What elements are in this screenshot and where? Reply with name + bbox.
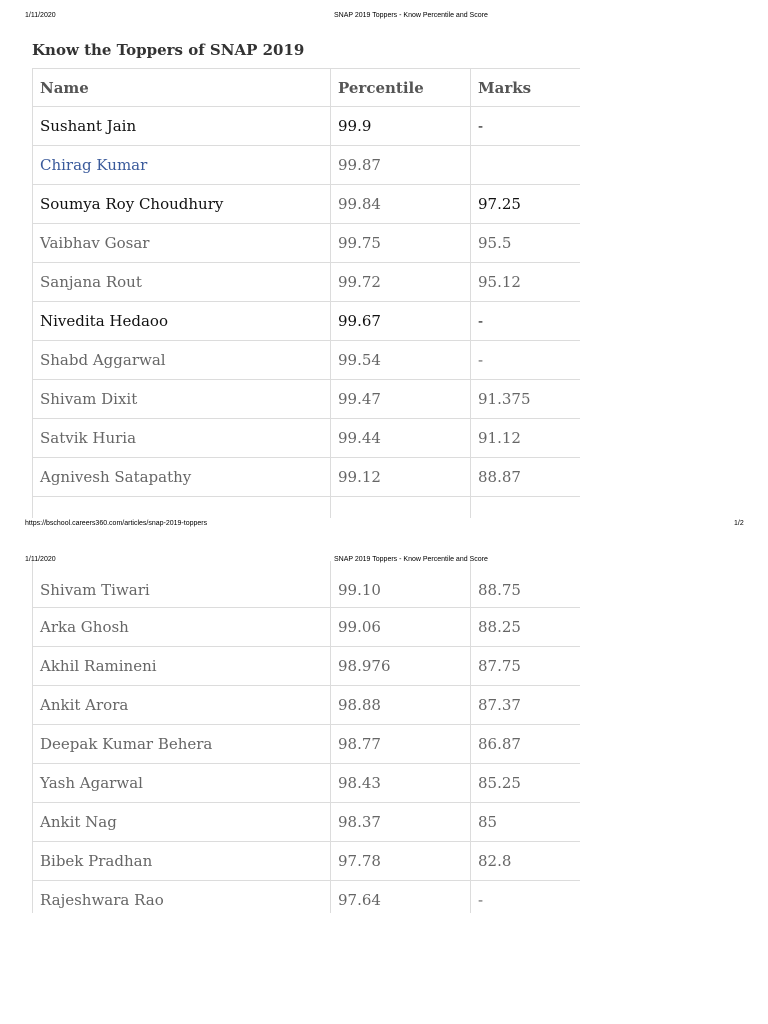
name-cell: Soumya Roy Choudhury xyxy=(33,185,331,224)
name-cell: Akhil Ramineni xyxy=(33,647,331,686)
column-header-percentile: Percentile xyxy=(331,69,471,107)
marks-cell: - xyxy=(471,881,581,914)
table-row xyxy=(33,146,581,185)
print-date: 1/11/2020 xyxy=(25,12,56,19)
table-row xyxy=(33,263,581,302)
empty-cell xyxy=(331,497,471,519)
empty-cell xyxy=(33,497,331,519)
table-row xyxy=(33,842,581,881)
name-cell: Sanjana Rout xyxy=(33,263,331,302)
table-row xyxy=(33,647,581,686)
table-row xyxy=(33,419,581,458)
marks-cell: 95.12 xyxy=(471,263,581,302)
table-row xyxy=(33,764,581,803)
percentile-cell: 98.77 xyxy=(331,725,471,764)
table-row xyxy=(33,185,581,224)
marks-cell: 87.75 xyxy=(471,647,581,686)
name-cell: Deepak Kumar Behera xyxy=(33,725,331,764)
percentile-cell: 98.37 xyxy=(331,803,471,842)
marks-cell: 88.75 xyxy=(471,561,581,608)
percentile-cell: 99.06 xyxy=(331,608,471,647)
name-cell: Arka Ghosh xyxy=(33,608,331,647)
percentile-cell: 99.47 xyxy=(331,380,471,419)
toppers-table-page-1 xyxy=(32,68,580,518)
toppers-table-page-2 xyxy=(32,561,580,913)
percentile-cell: 99.67 xyxy=(331,302,471,341)
table-header-row xyxy=(33,69,581,107)
marks-cell: - xyxy=(471,341,581,380)
name-cell: Ankit Arora xyxy=(33,686,331,725)
table-row xyxy=(33,881,581,914)
table-row xyxy=(33,107,581,146)
marks-cell: 85.25 xyxy=(471,764,581,803)
empty-cell xyxy=(471,497,581,519)
table-row xyxy=(33,380,581,419)
percentile-cell: 99.54 xyxy=(331,341,471,380)
marks-cell: 88.87 xyxy=(471,458,581,497)
table-row xyxy=(33,561,581,608)
name-cell: Rajeshwara Rao xyxy=(33,881,331,914)
name-cell: Shivam Dixit xyxy=(33,380,331,419)
percentile-cell: 98.43 xyxy=(331,764,471,803)
page-header xyxy=(0,12,768,24)
table-row xyxy=(33,458,581,497)
marks-cell xyxy=(471,146,581,185)
column-header-marks: Marks xyxy=(471,69,581,107)
table-row xyxy=(33,686,581,725)
table-row xyxy=(33,302,581,341)
marks-cell: 86.87 xyxy=(471,725,581,764)
marks-cell: 97.25 xyxy=(471,185,581,224)
print-title: SNAP 2019 Toppers - Know Percentile and Score xyxy=(334,556,488,563)
source-url: https://bschool.careers360.com/articles/snap-2019-toppers xyxy=(25,520,208,527)
percentile-cell: 99.12 xyxy=(331,458,471,497)
percentile-cell: 99.44 xyxy=(331,419,471,458)
column-header-name: Name xyxy=(33,69,331,107)
percentile-cell: 99.9 xyxy=(331,107,471,146)
marks-cell: 87.37 xyxy=(471,686,581,725)
percentile-cell: 98.976 xyxy=(331,647,471,686)
name-cell: Sushant Jain xyxy=(33,107,331,146)
name-cell: Shabd Aggarwal xyxy=(33,341,331,380)
table-row xyxy=(33,725,581,764)
name-cell: Nivedita Hedaoo xyxy=(33,302,331,341)
marks-cell: 95.5 xyxy=(471,224,581,263)
percentile-cell: 99.87 xyxy=(331,146,471,185)
print-date: 1/11/2020 xyxy=(25,556,56,563)
table-row xyxy=(33,803,581,842)
name-cell: Satvik Huria xyxy=(33,419,331,458)
marks-cell: 88.25 xyxy=(471,608,581,647)
percentile-cell: 99.84 xyxy=(331,185,471,224)
marks-cell: - xyxy=(471,302,581,341)
table-row xyxy=(33,224,581,263)
marks-cell: 91.12 xyxy=(471,419,581,458)
name-cell: Yash Agarwal xyxy=(33,764,331,803)
print-title: SNAP 2019 Toppers - Know Percentile and Score xyxy=(334,12,488,19)
marks-cell: 91.375 xyxy=(471,380,581,419)
marks-cell: 85 xyxy=(471,803,581,842)
page-title: Know the Toppers of SNAP 2019 xyxy=(32,41,305,59)
percentile-cell: 99.10 xyxy=(331,561,471,608)
marks-cell: - xyxy=(471,107,581,146)
percentile-cell: 99.75 xyxy=(331,224,471,263)
name-link[interactable]: Chirag Kumar xyxy=(33,146,331,185)
name-cell: Bibek Pradhan xyxy=(33,842,331,881)
page-number: 1/2 xyxy=(734,520,744,527)
name-cell: Agnivesh Satapathy xyxy=(33,458,331,497)
name-cell: Ankit Nag xyxy=(33,803,331,842)
name-cell: Vaibhav Gosar xyxy=(33,224,331,263)
percentile-cell: 99.72 xyxy=(331,263,471,302)
page-footer xyxy=(0,520,768,532)
marks-cell: 82.8 xyxy=(471,842,581,881)
table-row xyxy=(33,608,581,647)
percentile-cell: 97.78 xyxy=(331,842,471,881)
table-row xyxy=(33,341,581,380)
percentile-cell: 97.64 xyxy=(331,881,471,914)
name-cell: Shivam Tiwari xyxy=(33,561,331,608)
percentile-cell: 98.88 xyxy=(331,686,471,725)
table-row-cut xyxy=(33,497,581,519)
